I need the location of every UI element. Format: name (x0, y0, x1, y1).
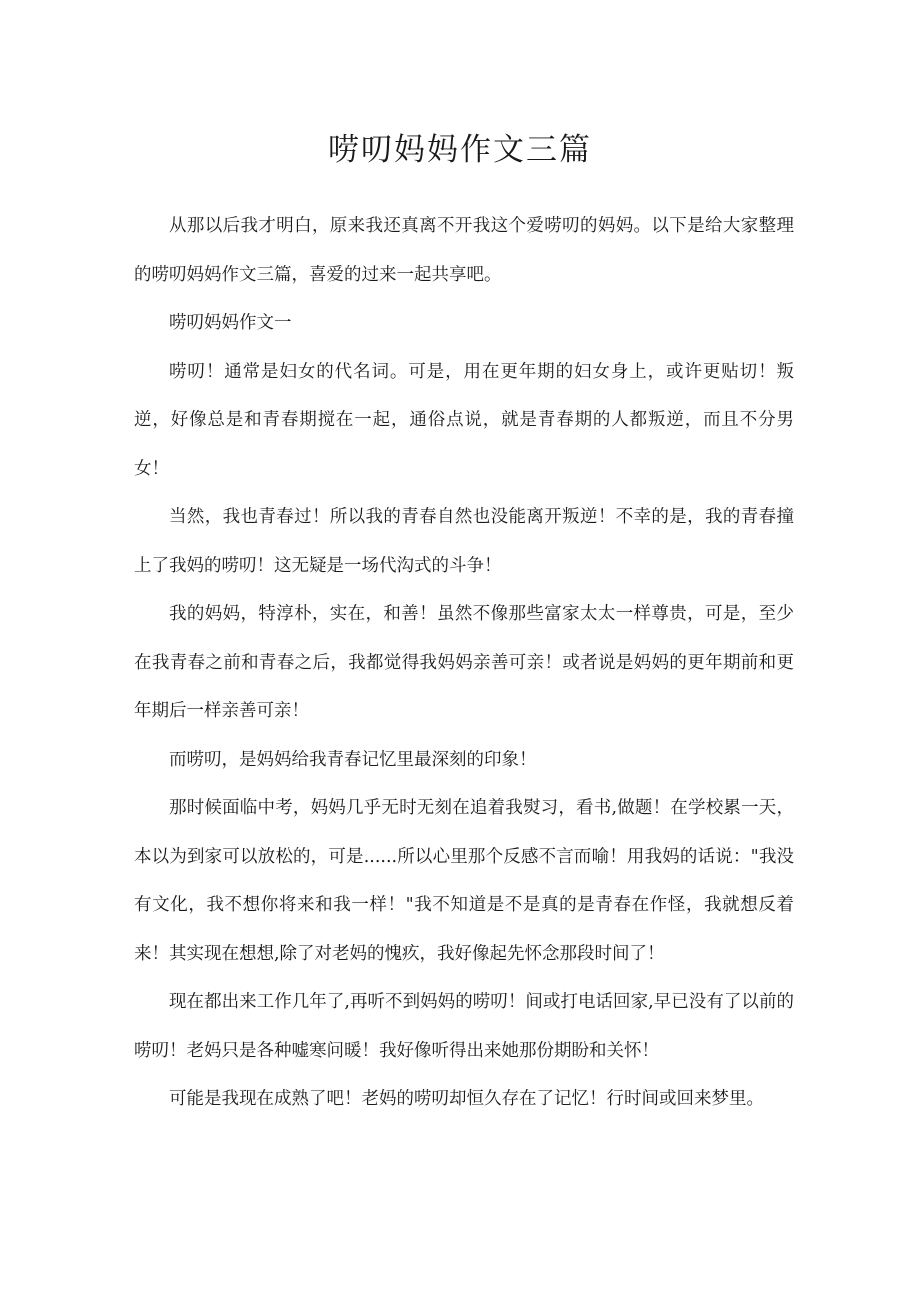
paragraph: 那时候面临中考，妈妈几乎无时无刻在追着我熨习，看书,做题！在学校累一天，本以为到家可以放松的，可是......所以心里那个反感不言而喻！用我妈的话说："我没有文化，我不想你将来和我一样！"我不知道是不是真的是青春在作怪，我就想反着来！其实现在想想,除了对老妈的愧疚，我好像起先怀念那段时间了！ (134, 798, 794, 964)
paragraph: 当然，我也青春过！所以我的青春自然也没能离开叛逆！不幸的是，我的青春撞上了我妈的唠叨！这无疑是一场代沟式的斗争！ (134, 507, 794, 576)
document-body (134, 202, 794, 1124)
paragraph: 而唠叨，是妈妈给我青春记忆里最深刻的印象！ (169, 749, 537, 770)
paragraph: 现在都出来工作几年了,再听不到妈妈的唠叨！间或打电话回家,早已没有了以前的唠叨！老妈只是各种嘘寒问暖！我好像听得出来她那份期盼和关怀！ (134, 992, 794, 1061)
paragraph: 唠叨！通常是妇女的代名词。可是，用在更年期的妇女身上，或许更贴切！叛逆，好像总是和青春期搅在一起，通俗点说，就是青春期的人都叛逆，而且不分男女！ (134, 361, 794, 479)
section-heading: 唠叨妈妈作文一 (169, 313, 292, 333)
document-title: 唠叨妈妈作文三篇 (328, 132, 592, 168)
paragraph-intro: 从那以后我才明白，原来我还真离不开我这个爱唠叨的妈妈。以下是给大家整理的唠叨妈妈作文三篇，喜爱的过来一起共享吧。 (134, 216, 794, 285)
paragraph: 我的妈妈，特淳朴，实在，和善！虽然不像那些富家太太一样尊贵，可是，至少在我青春之前和青春之后，我都觉得我妈妈亲善可亲！或者说是妈妈的更年期前和更年期后一样亲善可亲！ (134, 604, 794, 721)
paragraph: 可能是我现在成熟了吧！老妈的唠叨却恒久存在了记忆！行时间或回来梦里。 (169, 1089, 764, 1109)
